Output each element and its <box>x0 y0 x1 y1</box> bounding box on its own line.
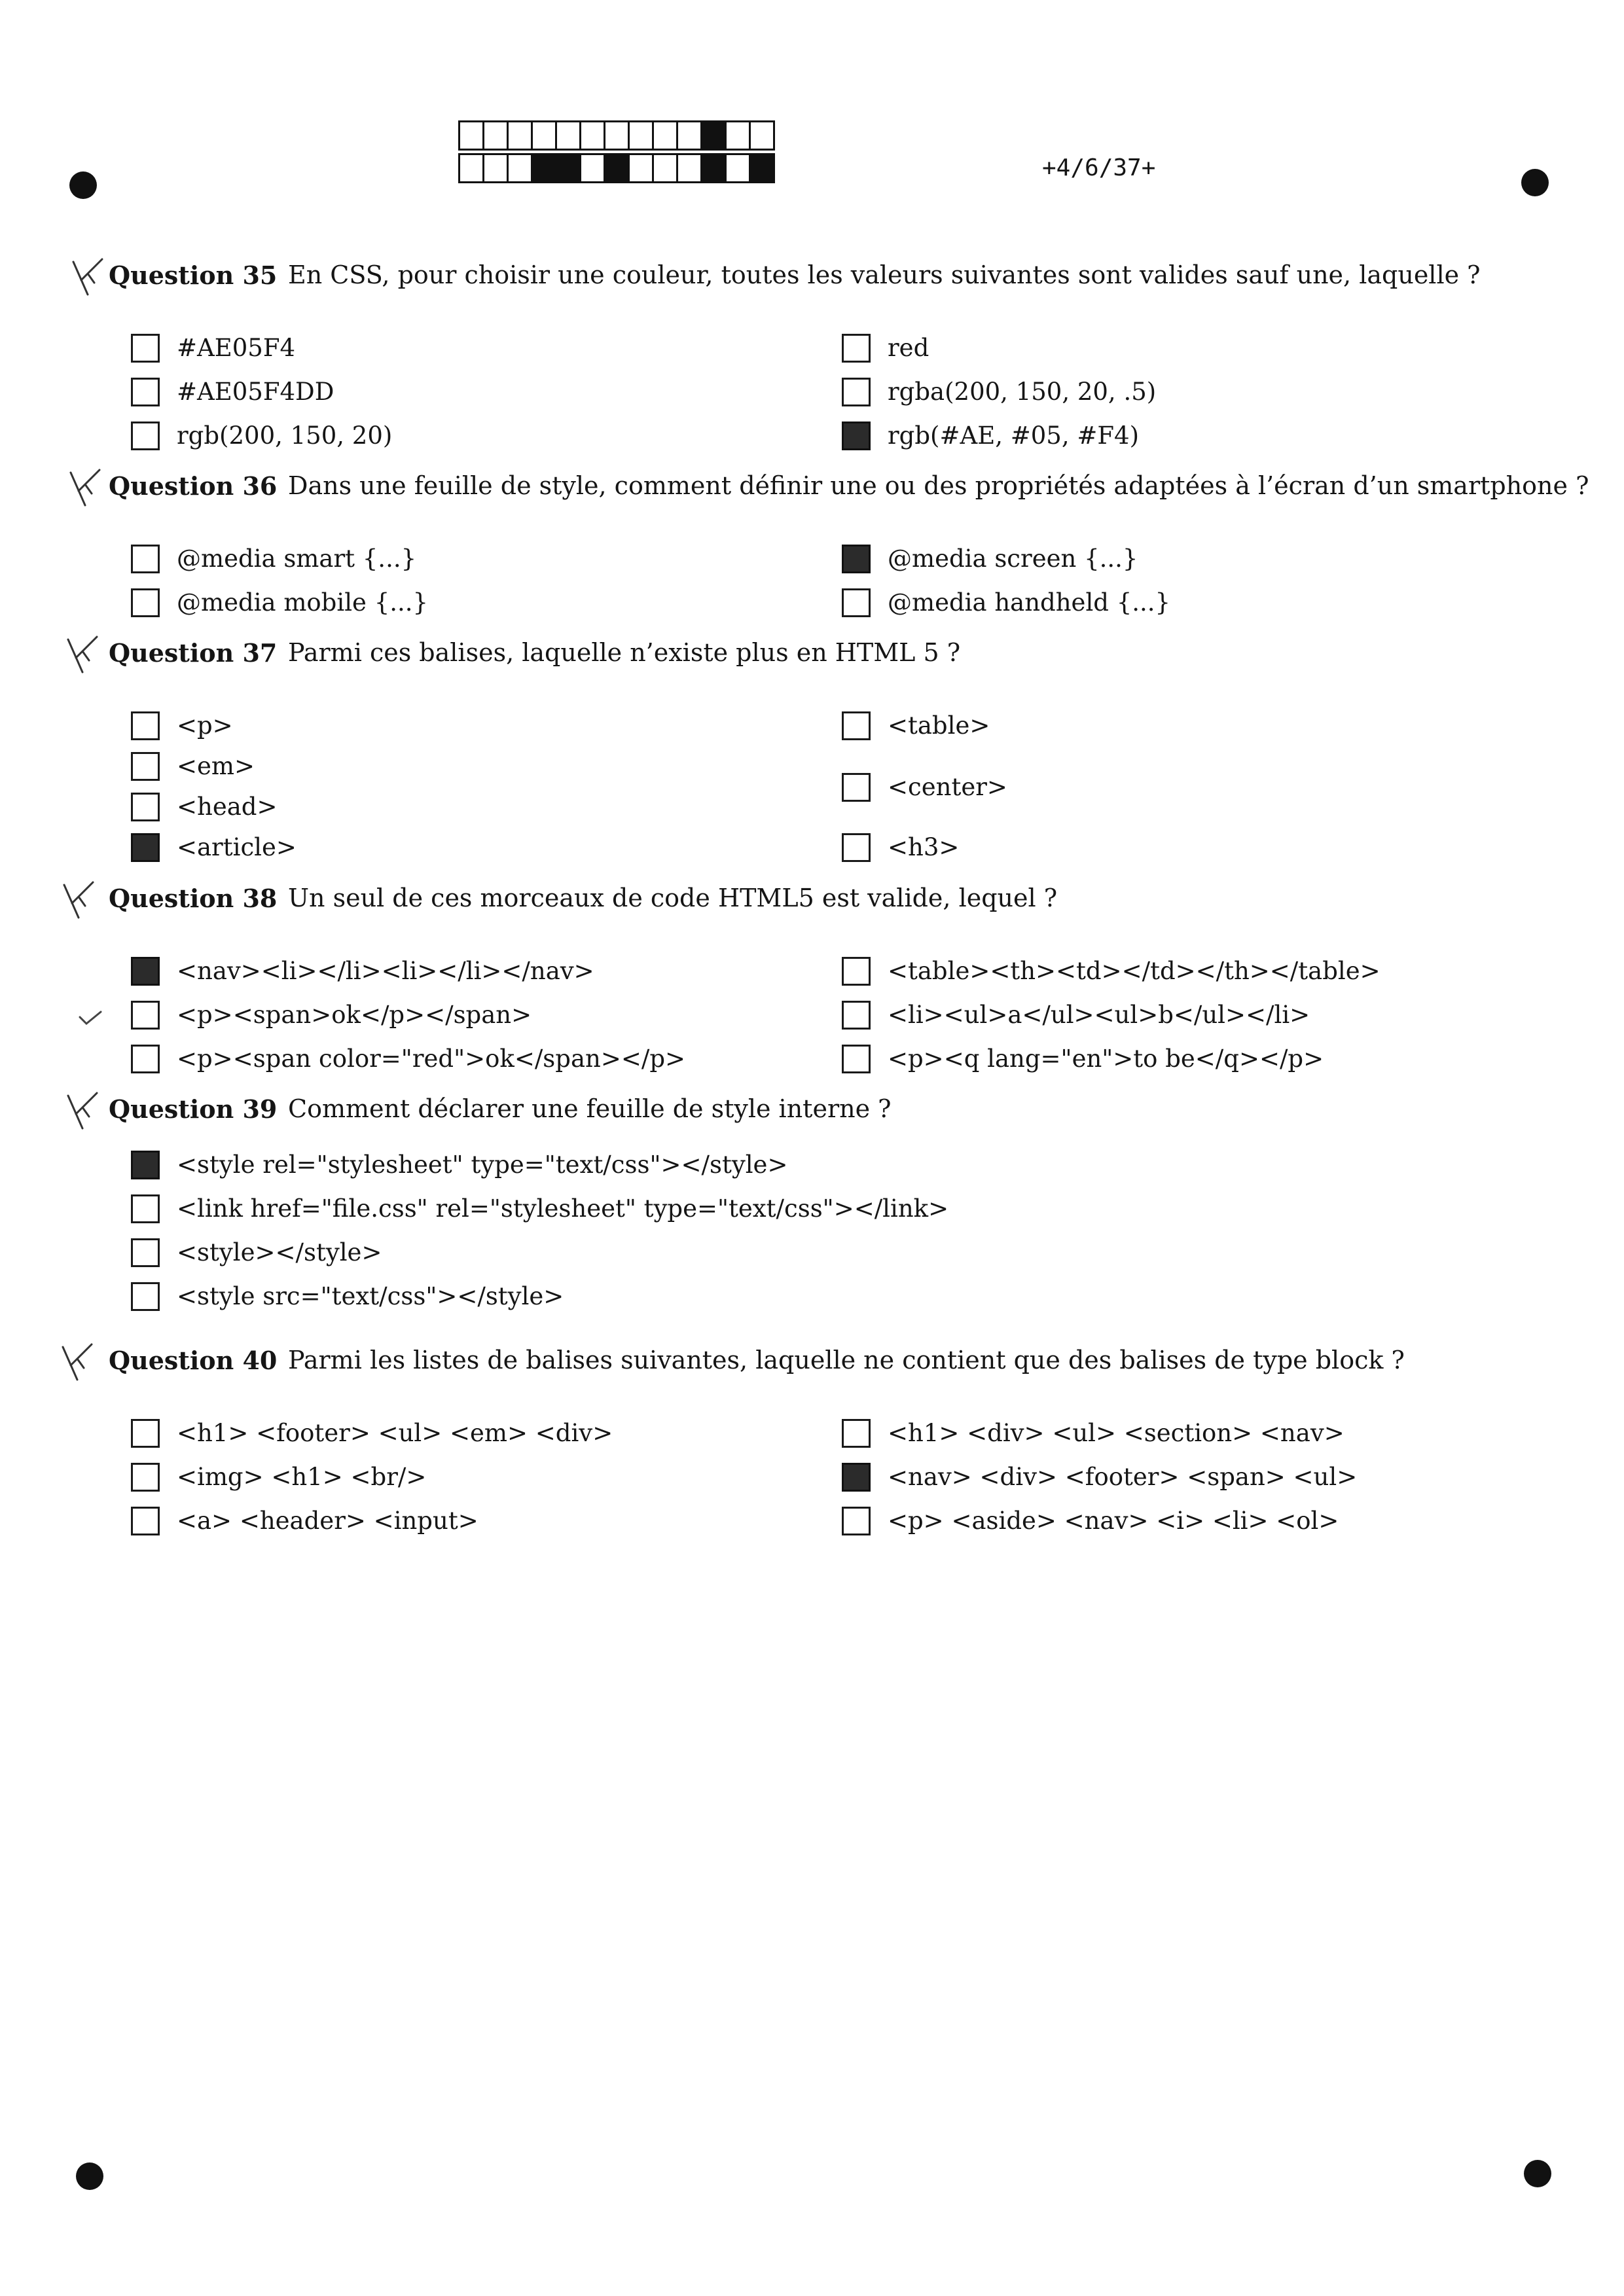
question-36 <box>0 471 1624 550</box>
checkbox[interactable] <box>842 378 871 406</box>
question-38 <box>0 884 1624 962</box>
code-cell <box>700 153 727 183</box>
answer-label: #AE05F4DD <box>177 378 334 406</box>
checkbox[interactable] <box>842 773 871 802</box>
checkbox[interactable] <box>131 588 160 617</box>
answer-label: <p><span color="red">ok</span></p> <box>177 1045 685 1073</box>
registration-dot-bottom-right <box>1524 2160 1551 2187</box>
code-cell <box>482 153 509 183</box>
code-cell <box>531 153 557 183</box>
code-cell <box>652 153 678 183</box>
answer-label: <p> <aside> <nav> <i> <li> <ol> <box>888 1507 1339 1535</box>
checkbox[interactable] <box>842 1045 871 1073</box>
code-cell <box>725 153 751 183</box>
answer-label: <h3> <box>888 833 960 861</box>
grader-mark-icon <box>65 465 105 511</box>
answer-label: <table> <box>888 711 990 740</box>
code-cell <box>507 153 533 183</box>
checkbox[interactable] <box>131 1463 160 1492</box>
answer-label: <img> <h1> <br/> <box>177 1463 427 1491</box>
answer-label: <style></style> <box>177 1238 382 1266</box>
answer-label: @media screen {...} <box>888 545 1138 573</box>
answer-label: <li><ul>a</ul><ul>b</ul></li> <box>888 1001 1310 1029</box>
question-title: Question 40 <box>109 1346 278 1375</box>
grader-mark-icon <box>68 254 107 300</box>
answer-label: rgba(200, 150, 20, .5) <box>888 378 1157 406</box>
answer-label: @media mobile {...} <box>177 588 429 617</box>
registration-dot-top-right <box>1521 169 1549 196</box>
question-title: Question 38 <box>109 884 278 913</box>
code-cell <box>555 153 581 183</box>
answer-label: <h1> <footer> <ul> <em> <div> <box>177 1419 613 1447</box>
checkbox-checked[interactable] <box>131 1151 160 1179</box>
checkbox[interactable] <box>131 1419 160 1448</box>
question-title: Question 35 <box>109 260 278 290</box>
checkbox[interactable] <box>131 1045 160 1073</box>
answer-label: <p><span>ok</p></span> <box>177 1001 532 1029</box>
answer-label: @media handheld {...} <box>888 588 1171 617</box>
question-text: Dans une feuille de style, comment définir une ou des propriétés adaptées à l’écran d’un smartphone ? <box>288 471 1589 500</box>
grader-mark-icon <box>63 632 102 677</box>
grader-mark-icon <box>59 877 98 923</box>
checkbox[interactable] <box>131 545 160 573</box>
question-title: Question 39 <box>109 1094 278 1124</box>
checkbox[interactable] <box>131 752 160 781</box>
question-title: Question 37 <box>109 638 278 668</box>
checkbox[interactable] <box>842 957 871 986</box>
answer-label: <article> <box>177 833 297 861</box>
checkbox-checked[interactable] <box>131 833 160 862</box>
code-cell <box>604 153 630 183</box>
code-cell <box>555 120 581 151</box>
answer-label: #AE05F4 <box>177 334 296 362</box>
code-cell <box>725 120 751 151</box>
checkbox[interactable] <box>131 1194 160 1223</box>
grader-mark-icon <box>58 1339 97 1385</box>
registration-dot-top-left <box>69 171 97 199</box>
code-cell <box>700 120 727 151</box>
checkbox[interactable] <box>131 1282 160 1311</box>
page-code-row-1 <box>458 120 773 151</box>
checkbox[interactable] <box>842 1001 871 1030</box>
code-cell <box>531 120 557 151</box>
question-text: Comment déclarer une feuille de style interne ? <box>288 1094 892 1123</box>
answer-label: <a> <header> <input> <box>177 1507 478 1535</box>
question-40 <box>0 1346 1624 1424</box>
checkbox-checked[interactable] <box>842 545 871 573</box>
answer-label: <style rel="stylesheet" type="text/css"></style> <box>177 1151 788 1179</box>
answer-label: <table><th><td></td></th></table> <box>888 957 1380 985</box>
question-35 <box>0 260 1624 339</box>
code-cell <box>604 120 630 151</box>
answer-label: red <box>888 334 929 362</box>
question-37 <box>0 638 1624 717</box>
answer-label: <link href="file.css" rel="stylesheet" type="text/css"></link> <box>177 1194 949 1223</box>
checkbox[interactable] <box>842 833 871 862</box>
code-cell <box>507 120 533 151</box>
checkbox[interactable] <box>842 1419 871 1448</box>
checkbox[interactable] <box>842 334 871 363</box>
checkbox[interactable] <box>131 711 160 740</box>
code-cell <box>749 153 775 183</box>
page-id: +4/6/37+ <box>1042 154 1156 181</box>
checkbox[interactable] <box>131 422 160 450</box>
code-cell <box>676 120 702 151</box>
answer-label: <head> <box>177 793 278 821</box>
code-cell <box>628 153 654 183</box>
question-text: Parmi ces balises, laquelle n’existe plus en HTML 5 ? <box>288 638 961 667</box>
answer-label: <nav><li></li><li></li></nav> <box>177 957 594 985</box>
checkbox-checked[interactable] <box>842 1463 871 1492</box>
answer-label: <p> <box>177 711 233 740</box>
checkbox[interactable] <box>131 378 160 406</box>
registration-dot-bottom-left <box>76 2162 103 2190</box>
answer-label: <h1> <div> <ul> <section> <nav> <box>888 1419 1344 1447</box>
answer-label: rgb(200, 150, 20) <box>177 422 393 450</box>
code-cell <box>676 153 702 183</box>
code-cell <box>482 120 509 151</box>
checkbox[interactable] <box>131 793 160 821</box>
code-cell <box>458 120 484 151</box>
code-cell <box>579 153 605 183</box>
checkbox[interactable] <box>842 1507 871 1535</box>
grader-mark-icon <box>63 1088 102 1134</box>
page-code-row-2 <box>458 153 773 183</box>
code-cell <box>628 120 654 151</box>
checkbox[interactable] <box>131 1507 160 1535</box>
checkbox[interactable] <box>842 588 871 617</box>
code-cell <box>579 120 605 151</box>
answer-label: <center> <box>888 773 1007 801</box>
question-text: Un seul de ces morceaux de code HTML5 est valide, lequel ? <box>288 884 1058 912</box>
question-text: En CSS, pour choisir une couleur, toutes les valeurs suivantes sont valides sauf une, laquelle ? <box>288 260 1481 289</box>
answer-label: <nav> <div> <footer> <span> <ul> <box>888 1463 1358 1491</box>
checkbox[interactable] <box>131 1238 160 1267</box>
answer-label: <style src="text/css"></style> <box>177 1282 564 1310</box>
answer-label: rgb(#AE, #05, #F4) <box>888 422 1140 450</box>
pencil-tick-icon <box>77 1008 103 1028</box>
code-cell <box>749 120 775 151</box>
checkbox-checked[interactable] <box>131 957 160 986</box>
checkbox[interactable] <box>842 711 871 740</box>
code-cell <box>652 120 678 151</box>
checkbox[interactable] <box>131 1001 160 1030</box>
question-title: Question 36 <box>109 471 278 501</box>
checkbox-checked[interactable] <box>842 422 871 450</box>
checkbox[interactable] <box>131 334 160 363</box>
answer-label: @media smart {...} <box>177 545 417 573</box>
question-text: Parmi les listes de balises suivantes, laquelle ne contient que des balises de type block ? <box>288 1346 1405 1374</box>
answer-label: <p><q lang="en">to be</q></p> <box>888 1045 1324 1073</box>
code-cell <box>458 153 484 183</box>
answer-label: <em> <box>177 752 255 780</box>
